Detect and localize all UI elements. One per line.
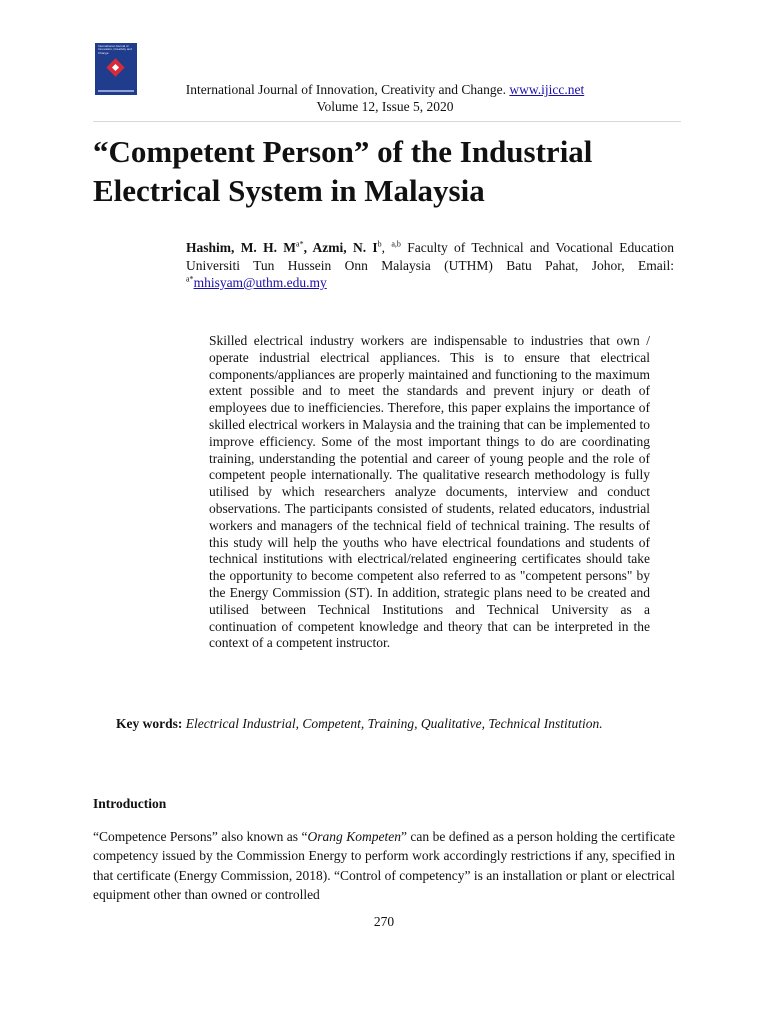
abstract: Skilled electrical industry workers are indispensable to industries that own / operate industrial electrical appliances. This is to ensure that electrical components/appliances are properly maintained and functioning to the maximum extent possible and to meet the standards and prevent injury or death of employees due to inefficiencies. Therefore, this paper explains the importance of skilled electrical workers in Malaysia and the training that can be implemented to improve efficiency. Some of the most important things to do are coordinating training, understanding the potential and career of young people and the role of competent people internationally. The qualitative research methodology is fully utilised by which researchers analyze documents, interview and conduct observations. The participants consisted of students, related educators, industrial workers and managers of the technical field of technical training. The results of this study will help the youths who have electrical foundations and students of technical institutions with electrical/related engineering certificates should take the opportunity to become competent also referred to as "competent persons" by the Energy Commission (ST). In addition, strategic plans need to be created and utilised between Technical Institutions and Technical University as a continuation of competent knowledge and theory that can be interpreted in the context of a competent instructor. — [209, 333, 650, 651]
author-2: Azmi, N. I — [312, 240, 378, 255]
intro-term: Orang Kompeten — [307, 829, 401, 844]
author-affiliation: Hashim, M. H. $M^{a*}$, Azmi, N. $I^b$, $^{a,b}$ Faculty of Technical and Vocational Education Universiti Tun Hussein Onn Malaysia (UTHM) Batu Pahat, Johor, Email: $^{a*}$mhisyam@uthm.edu.my — [186, 239, 674, 290]
journal-name: International Journal of Innovation, Creativity and Change. — [185, 82, 506, 97]
header-divider — [93, 121, 681, 122]
journal-url-link[interactable]: www.ijicc.net — [509, 82, 585, 97]
affiliation-text: Faculty of Technical and Vocational Education Universiti Tun Hussein Onn Malaysia (UTHM) Batu Pahat, Johor, Email: — [186, 240, 674, 273]
logo-stripe — [98, 90, 134, 92]
page-number: 270 — [373, 914, 395, 929]
intro-text-start: “Competence Persons” also known as “ — [93, 829, 308, 844]
keywords — [116, 715, 650, 732]
logo-text: International Journal of Innovation, Creativity and Change — [98, 44, 132, 55]
affiliation-sup: a,b — [391, 239, 401, 249]
journal-logo — [95, 43, 137, 95]
paper-title: “Competent Person” of the Industrial Electrical System in Malaysia — [93, 134, 593, 208]
introduction-heading: Introduction — [93, 796, 167, 811]
email-link[interactable]: mhisyam@uthm.edu.my — [193, 275, 327, 290]
logo-diamond-icon — [106, 58, 124, 76]
email-sup: a* — [186, 274, 194, 284]
author-1-sup: a* — [296, 239, 304, 249]
author-separator: , — [303, 240, 313, 255]
author-1: Hashim, M. H. M — [186, 240, 297, 255]
introduction-paragraph — [93, 827, 675, 904]
keywords-text: Electrical Industrial, Competent, Training, Qualitative, Technical Institution. — [182, 716, 603, 731]
intro-text-rest: ” can be defined as a person holding the certificate competency issued by the Commission Energy to perform work accordingly restrictions if any, specified in that certificate (Energy Commission, 2018). “Control of competency” is an installation or plant or electrical equipment other than owned or controlled — [93, 829, 675, 902]
journal-header — [140, 81, 630, 98]
volume-issue: Volume 12, Issue 5, 2020 — [316, 99, 454, 114]
author-2-sup: b — [377, 239, 382, 249]
keywords-label: Key words: — [116, 716, 183, 731]
